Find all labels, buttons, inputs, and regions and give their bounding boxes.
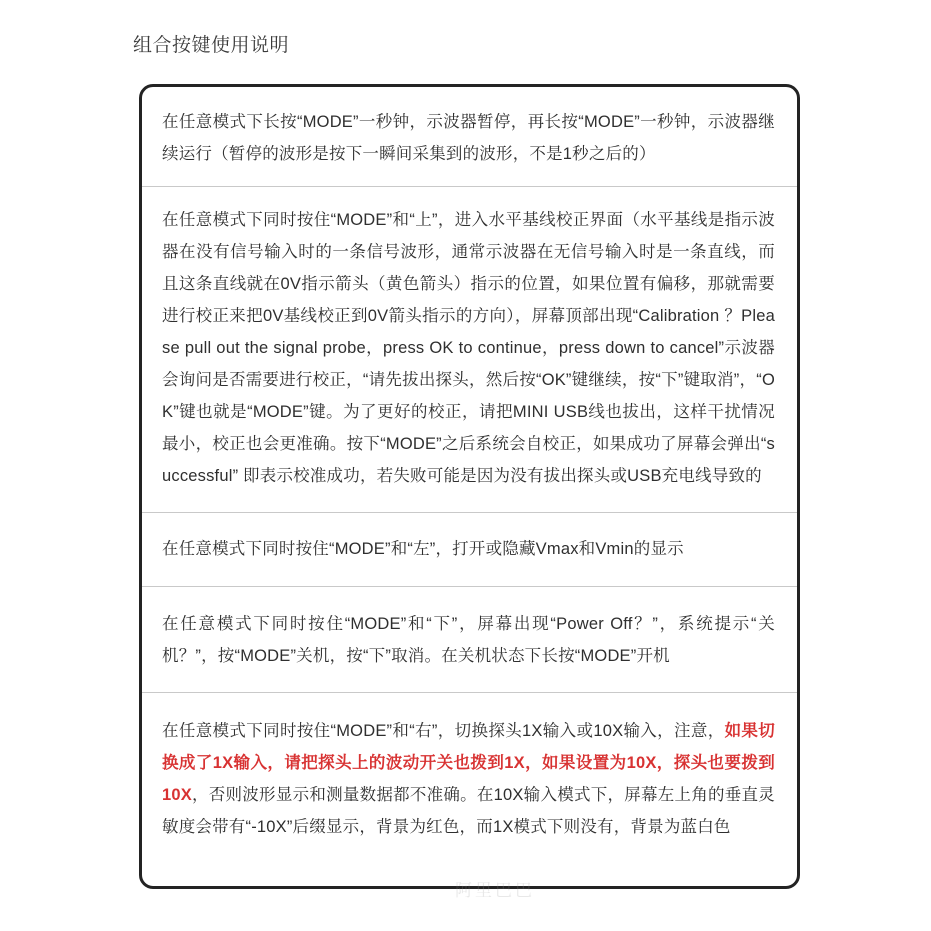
instruction-segment-lead: 在任意模式下同时按住“MODE”和“右”，切换探头1X输入或10X输入，注意， — [162, 722, 725, 740]
instruction-block-mode-up-calibration — [142, 186, 797, 512]
page-title: 组合按键使用说明 — [133, 35, 290, 56]
instruction-segment-warning: 如果切换成了1X输入，请把探头上的波动开关也拨到1X，如果设置为10X，探头也要拨到10X — [162, 722, 775, 804]
instruction-segment-tail: ，否则波形显示和测量数据都不准确。在10X输入模式下，屏幕左上角的垂直灵敏度会带有“-10X”后缀显示，背景为红色，而1X模式下则没有，背景为蓝白色 — [162, 786, 775, 836]
instruction-block-mode-long-press — [142, 87, 797, 186]
instruction-text: 在任意模式下同时按住“MODE”和“下”，屏幕出现“Power Off？”，系统提示“关机？”，按“MODE”关机，按“下”取消。在关机状态下长按“MODE”开机 — [162, 615, 775, 665]
instruction-text: 在任意模式下同时按住“MODE”和“左”，打开或隐藏Vmax和Vmin的显示 — [162, 540, 684, 558]
instruction-block-mode-right-probe-attenuation — [142, 692, 797, 863]
instruction-block-mode-left-vmax-vmin — [142, 512, 797, 586]
instructions-frame — [139, 84, 800, 889]
instruction-block-mode-down-power-off — [142, 586, 797, 692]
instruction-text: 在任意模式下长按“MODE”一秒钟，示波器暂停，再长按“MODE”一秒钟，示波器继续运行（暂停的波形是按下一瞬间采集到的波形，不是1秒之后的） — [162, 113, 775, 163]
instruction-block-list — [142, 87, 797, 886]
watermark: 阿里巴巴 — [455, 881, 535, 900]
instruction-text — [162, 715, 775, 843]
instruction-text: 在任意模式下同时按住“MODE”和“上”，进入水平基线校正界面（水平基线是指示波器在没有信号输入时的一条信号波形，通常示波器在无信号输入时是一条直线，而且这条直线就在0V指示箭头（黄色箭头）指示的位置，如果位置有偏移，那就需要进行校正来把0V基线校正到0V箭头指示的方向），屏幕顶部出现“Calibration ？Please pull out the signal probe，press OK to continue，press down to cancel”示波器会询问是否需要进行校正，“请先拔出探头，然后按“OK”键继续，按“下”键取消”，“OK”键也就是“MODE”键。为了更好的校正，请把MINI USB线也拔出，这样干扰情况最小，校正也会更准确。按下“MODE”之后系统会自校正，如果成功了屏幕会弹出“successful” 即表示校准成功，若失败可能是因为没有拔出探头或USB充电线导致的 — [162, 211, 775, 485]
